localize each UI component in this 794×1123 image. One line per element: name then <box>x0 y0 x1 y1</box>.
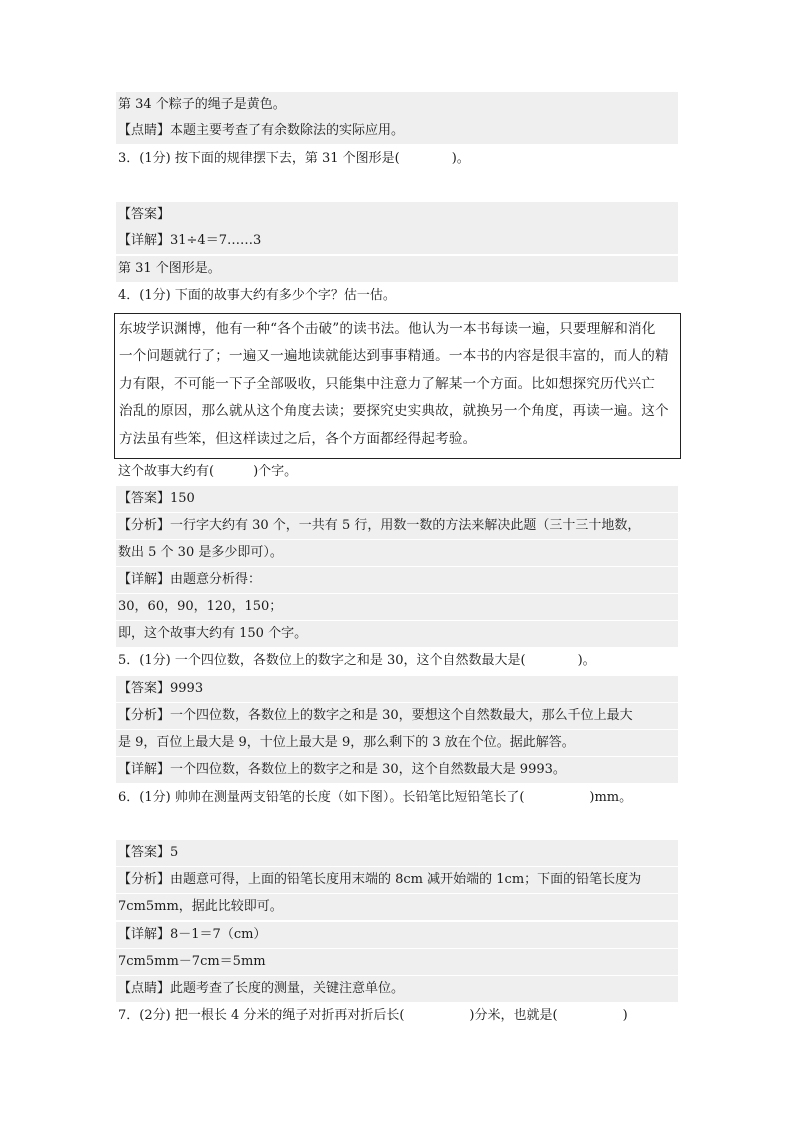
question-4: 4．(1分) 下面的故事大约有多少个字？估一估。 <box>118 288 396 303</box>
answer-text: 【答案】5 <box>116 840 678 866</box>
analysis-text: 7cm5mm，据此比较即可。 <box>116 894 678 920</box>
analysis-text: 【分析】由题意可得，上面的铅笔长度用末端的 8cm 减开始端的 1cm；下面的铅笔长度为 <box>116 867 678 893</box>
question-4-blank: 这个故事大约有( )个字。 <box>118 464 298 479</box>
analysis-text: 数出 5 个 30 是多少即可）。 <box>116 540 678 566</box>
analysis-text: 【分析】一行字大约有 30 个，一共有 5 行，用数一数的方法来解决此题（三十三十地数， <box>116 513 678 539</box>
story-line: 治乱的原因，那么就从这个角度去读；要探究史实典故，就换另一个角度，再读一遍。这个 <box>119 403 669 420</box>
answer-text: 【答案】9993 <box>116 676 678 702</box>
tip-text: 【点睛】本题主要考查了有余数除法的实际应用。 <box>116 118 678 144</box>
question-5: 5．(1分) 一个四位数，各数位上的数字之和是 30，这个自然数最大是( )。 <box>118 653 596 668</box>
question-3: 3．(1分) 按下面的规律摆下去，第 31 个图形是( )。 <box>118 151 470 166</box>
detail-text: 30，60，90，120，150； <box>116 594 678 620</box>
detail-text: 【详解】8－1＝7（cm） <box>116 922 678 948</box>
answer-text: 【答案】150 <box>116 486 678 512</box>
analysis-text: 是 9，百位上最大是 9，十位上最大是 9，那么剩下的 3 放在个位。据此解答。 <box>116 730 678 756</box>
detail-text: 【详解】一个四位数，各数位上的数字之和是 30，这个自然数最大是 9993。 <box>116 757 678 783</box>
story-box <box>114 313 681 459</box>
analysis-text: 【分析】一个四位数，各数位上的数字之和是 30，要想这个自然数最大，那么千位上最大 <box>116 703 678 729</box>
question-6: 6．(1分) 帅帅在测量两支铅笔的长度（如下图）。长铅笔比短铅笔长了( )mm。 <box>118 790 633 805</box>
detail-text: 【详解】由题意分析得： <box>116 567 678 593</box>
detail-text: 【详解】31÷4＝7……3 <box>116 228 678 254</box>
story-line: 东坡学识渊博，他有一种“各个击破”的读书法。他认为一本书每读一遍，只要理解和消化 <box>119 321 656 337</box>
detail-text: 7cm5mm－7cm＝5mm <box>116 949 678 975</box>
story-line: 力有限，不可能一下子全部吸收，只能集中注意力了解某一个方面。比如想探究历代兴亡 <box>119 375 656 392</box>
question-7: 7．(2分) 把一根长 4 分米的绳子对折再对折后长( )分米，也就是( ) <box>118 1008 628 1023</box>
tip-text: 【点睛】此题考查了长度的测量，关键注意单位。 <box>116 976 678 1002</box>
detail-text: 第 31 个图形是。 <box>116 256 678 282</box>
answer-text: 第 34 个粽子的绳子是黄色。 <box>116 92 678 118</box>
answer-label: 【答案】 <box>116 202 678 228</box>
story-line: 一个问题就行了；一遍又一遍地读就能达到事事精通。一本书的内容是很丰富的，而人的精 <box>119 348 669 365</box>
detail-text: 即，这个故事大约有 150 个字。 <box>116 621 678 647</box>
story-line: 方法虽有些笨，但这样读过之后，各个方面都经得起考验。 <box>119 430 477 447</box>
